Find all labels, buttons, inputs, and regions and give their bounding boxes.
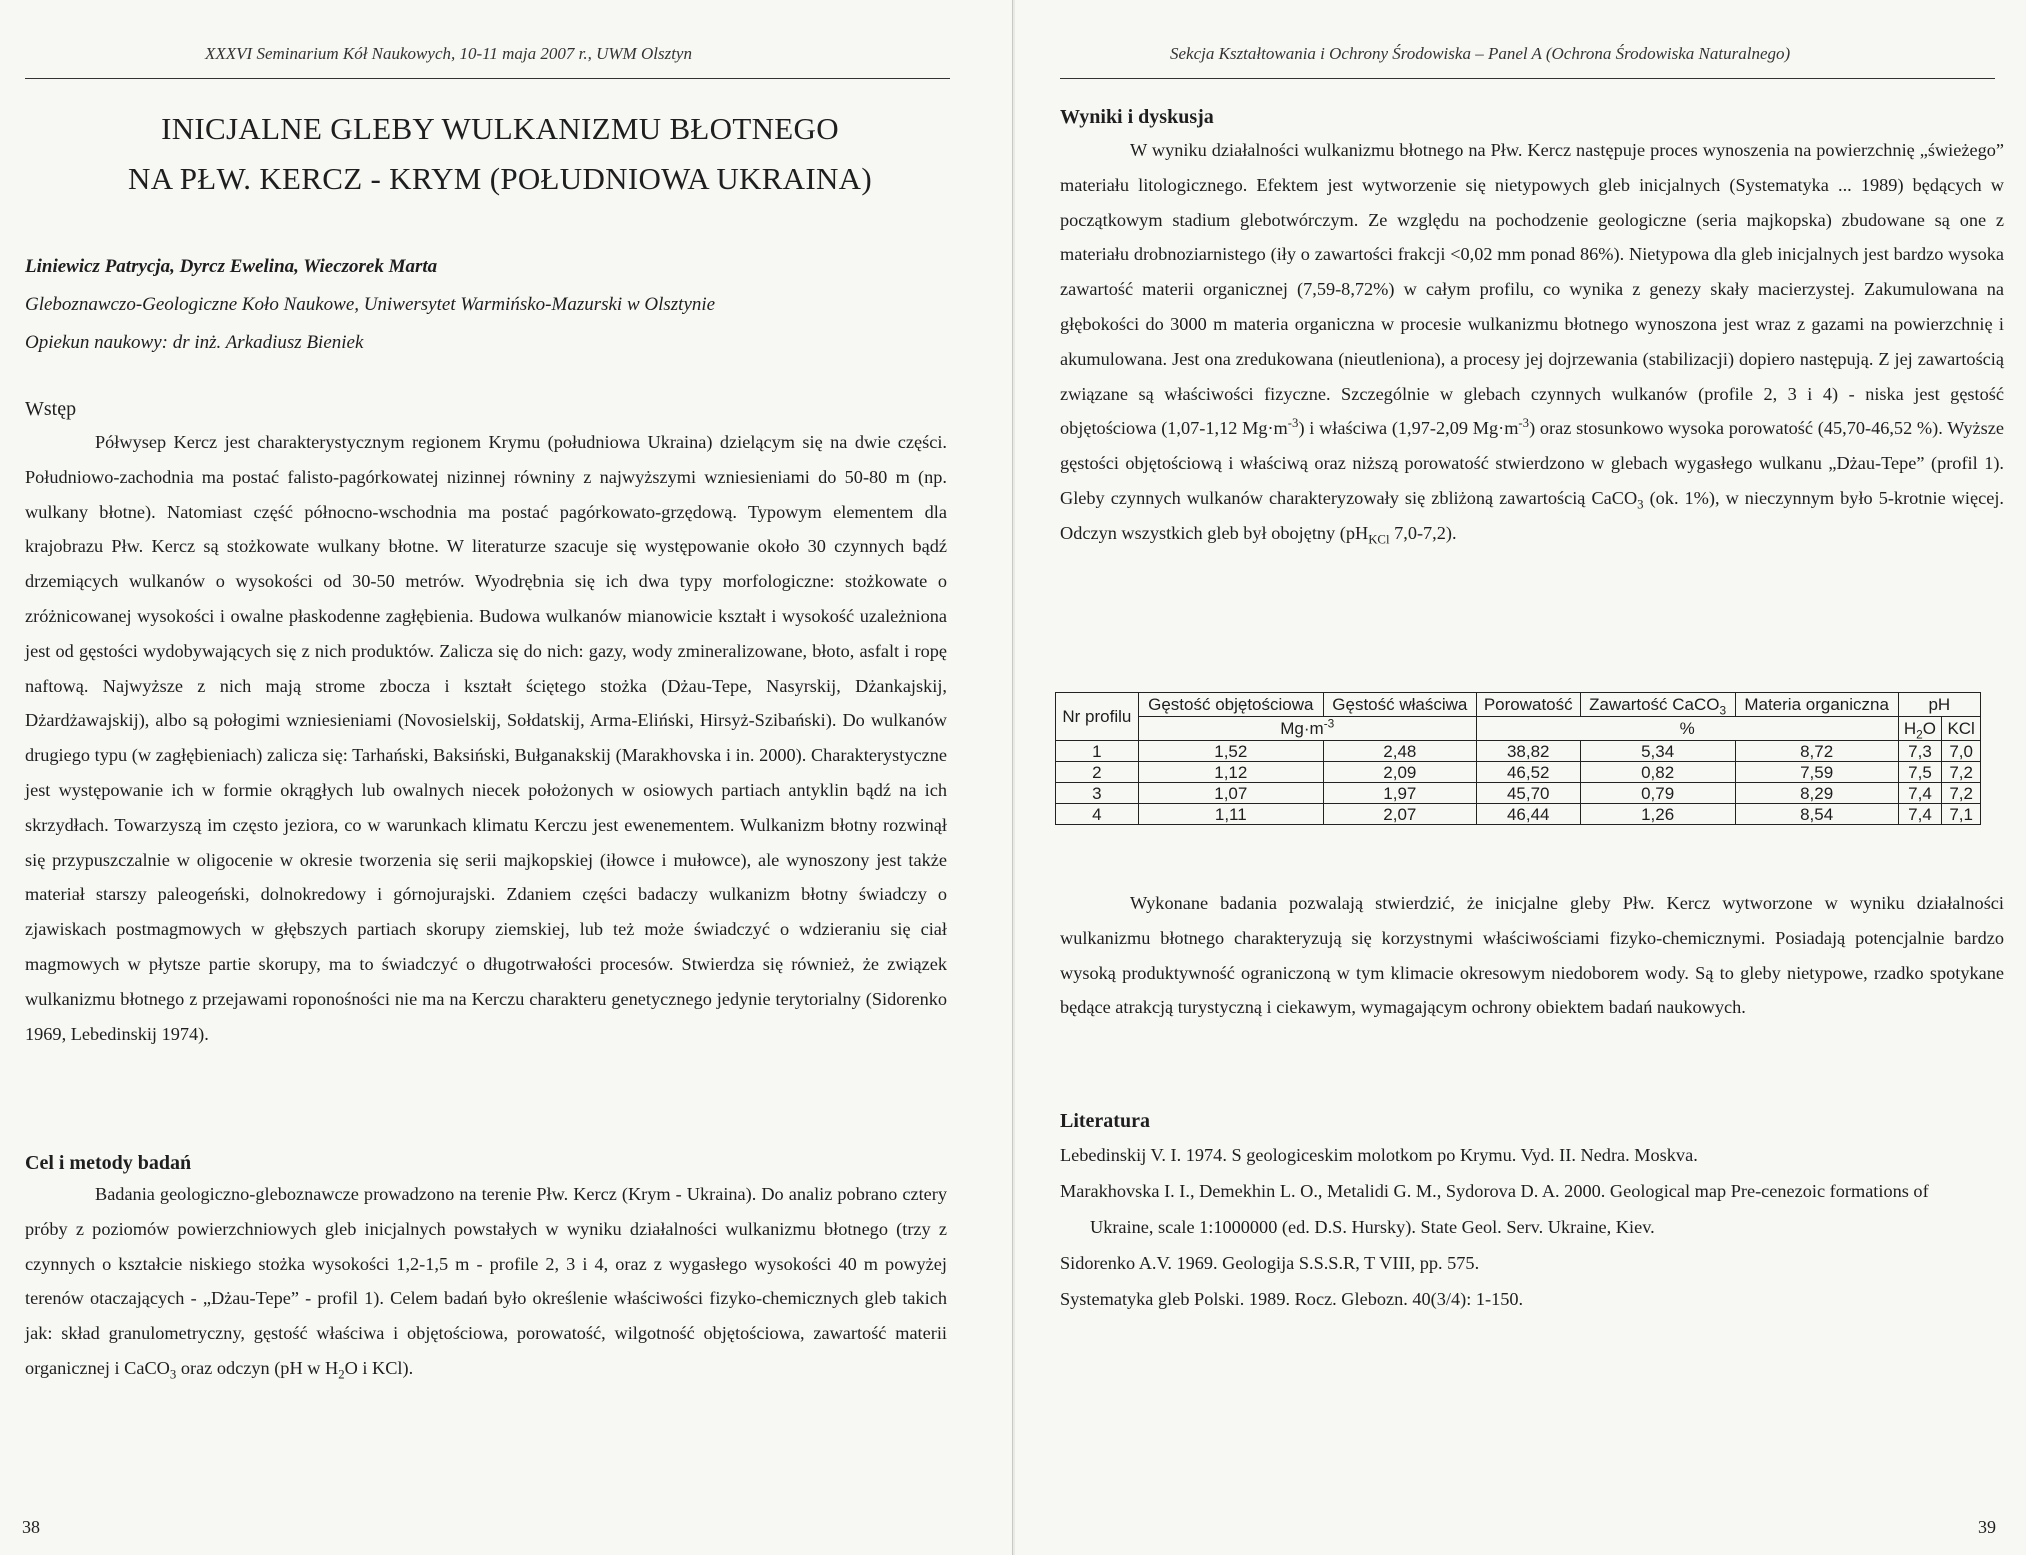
methods-text-tail: O i KCl). (344, 1357, 414, 1378)
header-rule (25, 78, 950, 79)
results-text: (ok. 1%), w nieczynnym było 5-krotnie więcej. Odczyn wszystkich gleb był obojętny (pH (1060, 487, 2004, 543)
references-list (1060, 1137, 1990, 1317)
th-unit-h2o: $H_2O$ (1898, 717, 1942, 741)
author-block (25, 248, 715, 362)
th-profile-nr: Nr profilu (1056, 693, 1139, 741)
page-number-left: 38 (22, 1517, 40, 1537)
table-row: 4 1,11 2,07 46,44 1,26 8,54 7,4 7,1 (1056, 804, 1981, 825)
results-paragraph (1060, 133, 2004, 551)
table-row: 1 1,52 2,48 38,82 5,34 8,72 7,3 7,0 (1056, 741, 1981, 762)
intro-paragraph: Półwysep Kercz jest charakterystycznym regionem Krymu (południowa Ukraina) dzielącym się na dwie części. Południowo-zachodnia ma postać falisto-pagórkowatej nizinnej równiny z najwyższymi wzniesieniami do 50-80 m (np. wulkany błotne). Natomiast część północno-wschodnia ma postać pagórkowato-grzędową. Typowym elementem dla krajobrazu Płw. Kercz są stożkowate wulkany błotne. W literaturze szacuje się występowanie około 30 czynnych bądź drzemiących wulkanów o wysokości od 30-50 metrów. Wyodrębnia się ich dwa typy morfologiczne: stożkowate o zróżnicowanej wysokości i owalne płaskodenne zagłębienia. Budowa wulkanów mianowicie kształt i wysokość uzależniona jest od gęstości wydobywających się z nich produktów. Zalicza się do nich: gazy, wody zmineralizowane, błoto, asfalt i ropę naftową. Najwyższe z nich mają strome zbocza i kształt ściętego stożka (Dżau-Tepe, Nasyrskij, Dżankajskij, Dżardżawajskij), albo są połogimi wzniesieniami (Novosielskij, Sołdatskij, Arma-Eliński, Hirsyż-Szibański). Do wulkanów drugiego typu (w zagłębieniach) zalicza się: Tarhański, Baksiński, Bułganakskij (Marakhovska i in. 2000). Charakterystyczne jest występowanie ich w formie okrągłych lub owalnych niecek położonych w osiowych partiach antyklin bądź na ich skrzydłach. Towarzyszą im często jeziora, co w warunkach klimatu Kerczu jest ewenementem. Wulkanizm błotny rozwinął się przypuszczalnie w oligocenie w okresie tworzenia się serii majkopskiej (iłowce i mułowce), ale wynoszony jest także materiał starszy paleogeński, dolnokredowy i górnojurajski. Zdaniem części badaczy wulkanizm błotny świadczy o zjawiskach postmagmowych w głębszych partiach skorupy ziemskiej, lub też może świadczyć o wdzieraniu się ciał magmowych w płytsze partie skorupy, ma to świadczyć o długotrwałości procesów. Stwierdza się również, że związek wulkanizmu błotnego z przejawami roponośności nie ma na Kerczu charakteru genetycznego jedynie terytorialny (Sidorenko 1969, Lebedinskij 1974). (25, 432, 947, 1044)
supervisor: Opiekun naukowy: dr inż. Arkadiusz Bieniek (25, 332, 364, 353)
table-header-row (1056, 693, 1981, 717)
th-unit-mgm: $Mg\cdot m^{-3}$ (1138, 717, 1476, 741)
reference-item: Marakhovska I. I., Demekhin L. O., Metalidi G. M., Sydorova D. A. 2000. Geological map Pre-cenezoic formations of Ukraine, scale 1:1000000 (ed. D.S. Hursky). State Geol. Serv. Ukraine, Kiev. (1060, 1181, 1929, 1237)
subscript: 3 (169, 1367, 177, 1382)
subscript: KCl (1368, 532, 1390, 547)
article-title (90, 104, 910, 204)
header-rule (1060, 78, 1995, 79)
superscript: -3 (1287, 416, 1299, 431)
superscript: -3 (1518, 416, 1530, 431)
th-organic-matter: Materia organiczna (1735, 693, 1898, 717)
th-caco3: Zawartość CaCO$_3$ (1580, 693, 1735, 717)
conclusion-paragraph: Wykonane badania pozwalają stwierdzić, że inicjalne gleby Płw. Kercz wytworzone w wyniku działalności wulkanizmu błotnego charakteryzują się korzystnymi właściwościami fizyko-chemicznymi. Posiadają potencjalnie bardzo wysoką produktywność ograniczoną w tym klimacie okresowym niedoborem wody. Są to gleby nietypowe, rzadko spotykane będące atrakcją turystyczną i ciekawym, wymagającym ochrony obiektem badań naukowych. (1060, 893, 2004, 1018)
page-number-right: 39 (1978, 1517, 1996, 1537)
methods-heading: Cel i metody badań (25, 1152, 192, 1174)
th-bulk-density: Gęstość objętościowa (1138, 693, 1323, 717)
th-specific-density: Gęstość właściwa (1323, 693, 1476, 717)
th-unit-kcl: KCl (1942, 717, 1981, 741)
table-row: 3 1,07 1,97 45,70 0,79 8,29 7,4 7,2 (1056, 783, 1981, 804)
reference-item: Sidorenko A.V. 1969. Geologija S.S.S.R, T VIII, pp. 575. (1060, 1253, 1480, 1273)
methods-paragraph (25, 1177, 947, 1386)
table-units-row (1056, 717, 1981, 741)
title-line-1: INICJALNE GLEBY WULKANIZMU BŁOTNEGO (161, 111, 839, 146)
running-head-right: Sekcja Kształtowania i Ochrony Środowiska – Panel A (Ochrona Środowiska Naturalnego) (1170, 44, 1791, 63)
results-text: 7,0-7,2). (1389, 522, 1457, 543)
th-porosity: Porowatość (1476, 693, 1580, 717)
results-text: ) oraz stosunkowo wysoka porowatość (45,70-46,52 %). Wyższe gęstości objętościową i właściwą oraz niższą porowatość stwierdzono w glebach wygasłego wulkanu „Dżau-Tepe” (profil 1). Gleby czynnych wulkanów charakteryzowały się zbliżoną zawartością CaCO (1060, 418, 2004, 508)
author-names: Liniewicz Patrycja, Dyrcz Ewelina, Wieczorek Marta (25, 256, 438, 277)
results-heading: Wyniki i dyskusja (1060, 106, 1214, 128)
subscript: 2 (338, 1367, 345, 1382)
table-row: 2 1,12 2,09 46,52 0,82 7,59 7,5 7,2 (1056, 762, 1981, 783)
th-unit-percent: % (1476, 717, 1898, 741)
results-text: ) i właściwa (1,97-2,09 Mg·m (1298, 418, 1519, 439)
title-line-2: NA PŁW. KERCZ - KRYM (POŁUDNIOWA UKRAINA) (128, 161, 872, 196)
soil-properties-table (1055, 692, 1981, 825)
reference-item: Lebedinskij V. I. 1974. S geologiceskim molotkom po Krymu. Vyd. II. Nedra. Moskva. (1060, 1145, 1698, 1165)
literature-heading: Literatura (1060, 1110, 1150, 1132)
results-text: W wyniku działalności wulkanizmu błotnego na Płw. Kercz następuje proces wynoszenia na powierzchnię „świeżego” materiału litologicznego. Efektem jest wytworzenie się nietypowych gleb inicjalnych (Systematyka ... 1989) będących w początkowym stadium glebotwórczym. Ze względu na pochodzenie geologiczne (seria majkopska) zbudowane są one z materiału drobnoziarnistego (iły o zawartości frakcji <0,02 mm ponad 86%). Nietypowa dla gleb inicjalnych jest bardzo wysoka zawartość materii organicznej (7,59-8,72%) w całym profilu, co wynika z genezy skały macierzystej. Zakumulowana na głębokości do 3000 m materia organiczna w procesie wulkanizmu błotnego wynoszona jest wraz z gazami na powierzchnię i akumulowana. Jest ona zredukowana (nieutleniona), a procesy jej dojrzewania (stabilizacji) dopiero następują. Z jej zawartością związane są właściwości fizyczne. Szczególnie w glebach czynnych wulkanów (profile 2, 3 i 4) - niska jest gęstość objętościowa (1,07-1,12 Mg·m (1060, 140, 2004, 439)
subscript: 3 (1637, 497, 1644, 512)
reference-item: Systematyka gleb Polski. 1989. Rocz. Glebozn. 40(3/4): 1-150. (1060, 1289, 1524, 1309)
th-ph: pH (1898, 693, 1980, 717)
methods-text: Badania geologiczno-gleboznawcze prowadzono na terenie Płw. Kercz (Krym - Ukraina). Do analiz pobrano cztery próby z poziomów powierzchniowych gleb inicjalnych powstałych w wyniku działalności wulkanizmu błotnego (trzy z czynnych o kształcie niskiego stożka wysokości 1,2-1,5 m - profile 2, 3 i 4, oraz z wygasłego wysokości 40 m powyżej terenów otaczających - „Dżau-Tepe” - profil 1). Celem badań było określenie właściwości fizyko-chemicznych gleb takich jak: skład granulometryczny, gęstość właściwa i objętościowa, porowatość, wilgotność objętościowa, zawartość materii organicznej i CaCO (25, 1184, 947, 1378)
affiliation: Gleboznawczo-Geologiczne Koło Naukowe, Uniwersytet Warmińsko-Mazurski w Olsztynie (25, 294, 716, 315)
intro-heading: Wstęp (25, 398, 77, 420)
methods-text-cont: oraz odczyn (pH w H (176, 1357, 339, 1378)
running-head-left: XXXVI Seminarium Kół Naukowych, 10-11 maja 2007 r., UWM Olsztyn (205, 44, 692, 63)
